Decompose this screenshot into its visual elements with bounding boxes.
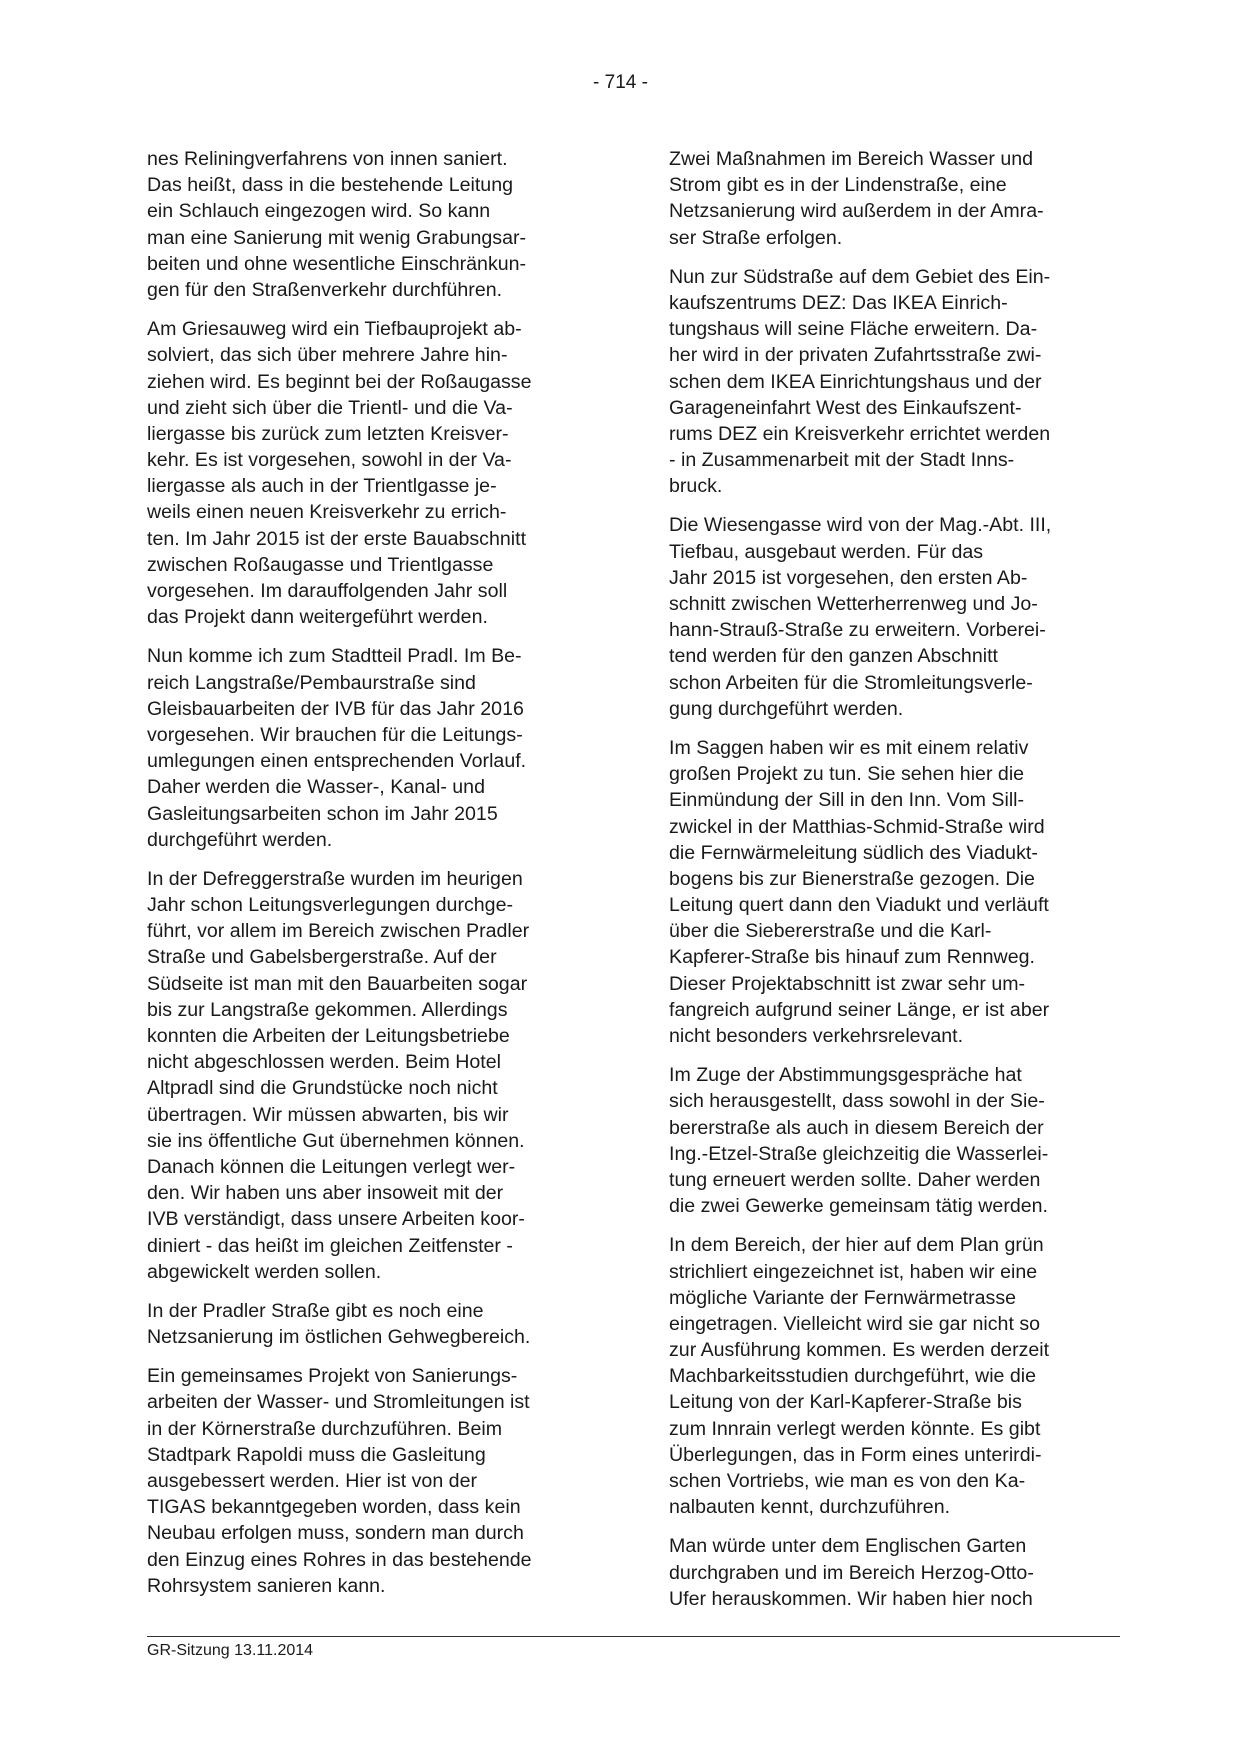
text-line: Leitung von der Karl-Kapferer-Straße bis (669, 1391, 1022, 1414)
text-line: den Einzug eines Rohres in das bestehende (147, 1548, 532, 1571)
text-line: bis zur Langstraße gekommen. Allerdings (147, 998, 508, 1021)
text-line: schnitt zwischen Wetterherrenweg und Jo- (669, 593, 1038, 615)
text-line: schen Vortriebs, wie man es von den Ka- (669, 1470, 1026, 1492)
text-line: mögliche Variante der Fernwärmetrasse (669, 1286, 1017, 1309)
text-line: ausgebessert werden. Hier ist von der (147, 1470, 477, 1492)
text-line: Strom gibt es in der Lindenstraße, eine (669, 174, 1007, 197)
paragraph (147, 1298, 597, 1350)
text-line: Am Griesauweg wird ein Tiefbauprojekt ab- (147, 318, 522, 341)
text-line: umlegungen einen entsprechenden Vorlauf. (147, 750, 527, 773)
paragraph (669, 735, 1119, 1049)
text-line: zum Innrain verlegt werden könnte. Es gibt (669, 1417, 1041, 1440)
paragraph (669, 264, 1119, 500)
paragraph (669, 512, 1119, 722)
text-line: zwickel in der Matthias-Schmid-Straße wird (669, 815, 1045, 838)
text-line: gung durchgeführt werden. (669, 697, 904, 720)
text-line: Zwei Maßnahmen im Bereich Wasser und (669, 148, 1034, 170)
text-line: Machbarkeitsstudien durchgeführt, wie die (669, 1365, 1037, 1388)
paragraph (669, 1232, 1119, 1520)
text-line: Dieser Projektabschnitt ist zwar sehr um- (669, 972, 1026, 995)
text-line: Im Saggen haben wir es mit einem relativ (669, 736, 1029, 759)
text-line: Nun komme ich zum Stadtteil Pradl. Im Be- (147, 645, 522, 668)
text-line: Ein gemeinsames Projekt von Sanierungs- (147, 1365, 518, 1388)
text-line: über die Siebererstraße und die Karl- (669, 920, 992, 943)
text-line: Man würde unter dem Englischen Garten (669, 1535, 1027, 1558)
text-line: kaufszentrums DEZ: Das IKEA Einrich- (669, 291, 1008, 314)
text-line: abgewickelt werden sollen. (147, 1260, 382, 1283)
text-line: TIGAS bekanntgegeben worden, dass kein (147, 1496, 521, 1519)
text-line: hann-Strauß-Straße zu erweitern. Vorberei- (669, 619, 1046, 642)
paragraph (147, 316, 597, 630)
paragraph (147, 643, 597, 853)
text-line: - in Zusammenarbeit mit der Stadt Inns- (669, 449, 1015, 472)
paragraph (147, 146, 597, 303)
text-line: her wird in der privaten Zufahrtsstraße zwi- (669, 344, 1042, 367)
text-line: schen dem IKEA Einrichtungshaus und der (669, 370, 1042, 393)
paragraph (669, 1062, 1119, 1219)
text-line: Rohrsystem sanieren kann. (147, 1574, 386, 1597)
text-line: Ufer herauskommen. Wir haben hier noch (669, 1587, 1033, 1610)
paragraph (669, 1533, 1119, 1612)
text-line: durchgeführt werden. (147, 828, 333, 851)
text-line: Nun zur Südstraße auf dem Gebiet des Ein- (669, 265, 1051, 288)
text-line: kehr. Es ist vorgesehen, sowohl in der Va- (147, 449, 512, 472)
text-line: IVB verständigt, dass unsere Arbeiten koor- (147, 1208, 525, 1231)
text-line: Gleisbauarbeiten der IVB für das Jahr 2016 (147, 697, 524, 720)
text-line: sie ins öffentliche Gut übernehmen können. (147, 1129, 525, 1152)
text-line: Im Zuge der Abstimmungsgespräche hat (669, 1064, 1022, 1087)
text-line: zur Ausführung kommen. Es werden derzeit (669, 1339, 1050, 1362)
text-line: Straße und Gabelsbergerstraße. Auf der (147, 946, 497, 969)
text-line: rums DEZ ein Kreisverkehr errichtet werden (669, 422, 1051, 445)
text-line: ser Straße erfolgen. (669, 226, 843, 249)
text-line: Altpradl sind die Grundstücke noch nicht (147, 1077, 498, 1100)
text-line: durchgraben und im Bereich Herzog-Otto- (669, 1561, 1034, 1584)
text-line: vorgesehen. Wir brauchen für die Leitungs- (147, 723, 523, 746)
left-column (147, 146, 597, 1612)
text-line: reich Langstraße/Pembaurstraße sind (147, 671, 476, 694)
text-line: Die Wiesengasse wird von der Mag.-Abt. III, (669, 514, 1052, 537)
text-line: bogens bis zur Bienerstraße gezogen. Die (669, 867, 1035, 890)
text-line: schon Arbeiten für die Stromleitungsverle- (669, 671, 1033, 694)
text-line: arbeiten der Wasser- und Stromleitungen ist (147, 1391, 530, 1414)
text-line: und zieht sich über die Trientl- und die Va- (147, 396, 513, 419)
text-line: Südseite ist man mit den Bauarbeiten sogar (147, 972, 528, 995)
text-line: Einmündung der Sill in den Inn. Vom Sill- (669, 789, 1025, 812)
footer-session-date: GR-Sitzung 13.11.2014 (147, 1642, 314, 1659)
text-line: tung erneuert werden sollte. Daher werden (669, 1168, 1041, 1191)
text-line: nes Reliningverfahrens von innen saniert. (147, 148, 508, 170)
text-line: weils einen neuen Kreisverkehr zu errich- (147, 501, 507, 524)
text-line: Gasleitungsarbeiten schon im Jahr 2015 (147, 802, 498, 825)
text-line: Daher werden die Wasser-, Kanal- und (147, 776, 485, 799)
text-line: zwischen Roßaugasse und Trientlgasse (147, 553, 494, 576)
text-line: ziehen wird. Es beginnt bei der Roßaugasse (147, 370, 532, 393)
paragraph (147, 866, 597, 1285)
text-line: diniert - das heißt im gleichen Zeitfenster - (147, 1234, 513, 1257)
text-line: Ing.-Etzel-Straße gleichzeitig die Wasserlei- (669, 1142, 1049, 1165)
footer-divider (147, 1636, 1120, 1637)
text-line: strichliert eingezeichnet ist, haben wir eine (669, 1260, 1038, 1283)
text-line: Neubau erfolgen muss, sondern man durch (147, 1522, 524, 1545)
text-line: Überlegungen, das in Form eines unterirdi- (669, 1443, 1042, 1466)
text-line: man eine Sanierung mit wenig Grabungsar- (147, 226, 527, 249)
text-line: nicht besonders verkehrsrelevant. (669, 1025, 964, 1047)
text-line: nalbauten kennt, durchzuführen. (669, 1496, 951, 1519)
text-line: beiten und ohne wesentliche Einschränkun- (147, 252, 527, 275)
text-line: Leitung quert dann den Viadukt und verläuft (669, 894, 1049, 917)
text-line: die zwei Gewerke gemeinsam tätig werden. (669, 1195, 1048, 1218)
text-line: eingetragen. Vielleicht wird sie gar nicht so (669, 1312, 1041, 1335)
text-line: gen für den Straßenverkehr durchführen. (147, 278, 503, 301)
text-line: ten. Im Jahr 2015 ist der erste Bauabschnitt (147, 527, 527, 550)
text-line: tungshaus will seine Fläche erweitern. Da- (669, 318, 1038, 341)
text-line: Stadtpark Rapoldi muss die Gasleitung (147, 1443, 486, 1466)
text-line: tend werden für den ganzen Abschnitt (669, 645, 998, 668)
text-line: In der Pradler Straße gibt es noch eine (147, 1299, 484, 1322)
text-line: bruck. (669, 475, 723, 498)
text-line: großen Projekt zu tun. Sie sehen hier die (669, 763, 1025, 786)
text-line: sich herausgestellt, dass sowohl in der Sie- (669, 1090, 1045, 1113)
text-line: Kapferer-Straße bis hinauf zum Rennweg. (669, 946, 1035, 969)
text-line: Netzsanierung im östlichen Gehwegbereich. (147, 1326, 531, 1349)
text-line: In der Defreggerstraße wurden im heurigen (147, 867, 523, 890)
text-line: Netzsanierung wird außerdem in der Amra- (669, 200, 1044, 223)
text-line: ein Schlauch eingezogen wird. So kann (147, 200, 491, 223)
page-number: - 714 - (593, 72, 648, 93)
text-line: In dem Bereich, der hier auf dem Plan grün (669, 1234, 1044, 1257)
text-line: liergasse als auch in der Trientlgasse je- (147, 475, 497, 498)
text-line: vorgesehen. Im darauffolgenden Jahr soll (147, 580, 508, 602)
text-line: nicht abgeschlossen werden. Beim Hotel (147, 1051, 501, 1074)
text-line: fangreich aufgrund seiner Länge, er ist aber (669, 998, 1050, 1021)
text-line: bererstraße als auch in diesem Bereich der (669, 1116, 1044, 1139)
paragraph (669, 146, 1119, 251)
text-line: das Projekt dann weitergeführt werden. (147, 606, 488, 629)
text-line: Das heißt, dass in die bestehende Leitung (147, 174, 513, 197)
text-line: Jahr 2015 ist vorgesehen, den ersten Ab- (669, 566, 1028, 589)
text-line: übertragen. Wir müssen abwarten, bis wir (147, 1103, 509, 1126)
paragraph (147, 1363, 597, 1599)
text-line: solviert, das sich über mehrere Jahre hin- (147, 344, 508, 367)
right-column (669, 146, 1119, 1625)
text-line: konnten die Arbeiten der Leitungsbetriebe (147, 1025, 510, 1047)
text-line: den. Wir haben uns aber insoweit mit der (147, 1182, 504, 1205)
text-line: Danach können die Leitungen verlegt wer- (147, 1155, 516, 1178)
text-line: Jahr schon Leitungsverlegungen durchge- (147, 894, 513, 917)
text-line: die Fernwärmeleitung südlich des Viadukt- (669, 841, 1038, 864)
text-line: führt, vor allem im Bereich zwischen Pradler (147, 920, 530, 943)
text-line: liergasse bis zurück zum letzten Kreisver- (147, 422, 509, 445)
text-line: Garageneinfahrt West des Einkaufszent- (669, 396, 1022, 419)
text-line: Tiefbau, ausgebaut werden. Für das (669, 540, 984, 563)
text-line: in der Körnerstraße durchzuführen. Beim (147, 1417, 503, 1440)
